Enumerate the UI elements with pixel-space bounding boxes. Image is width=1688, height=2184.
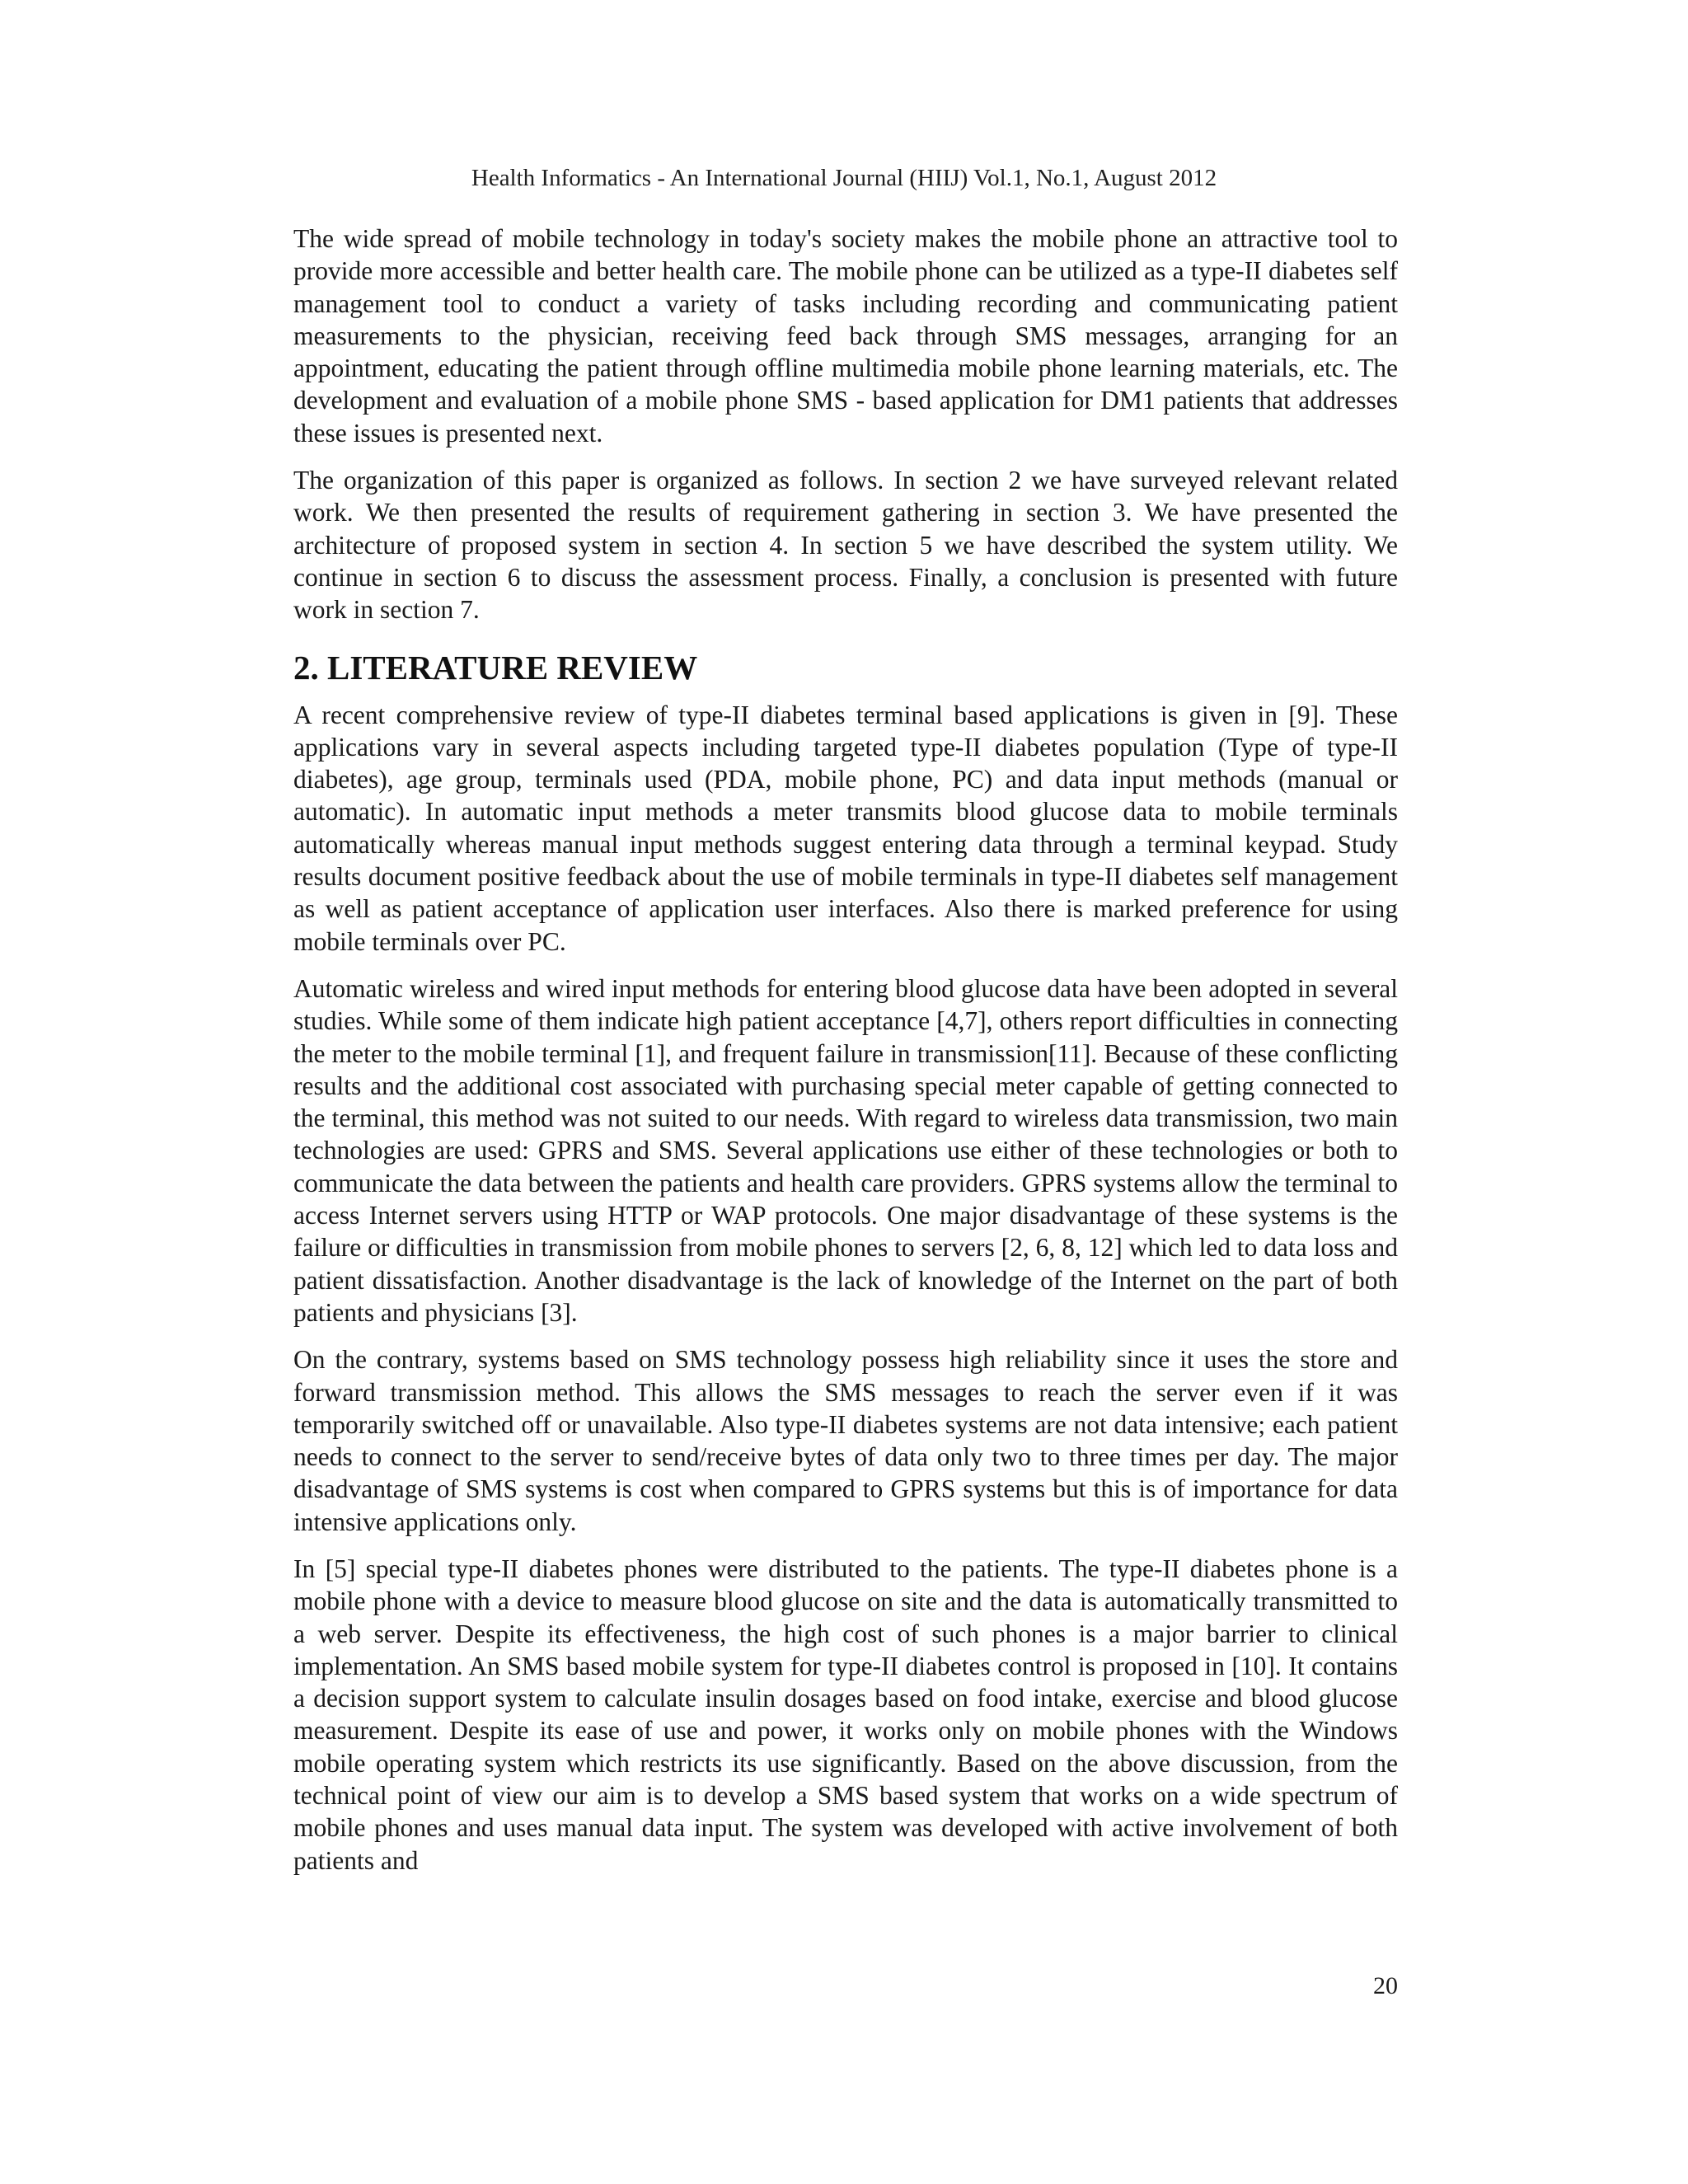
body-paragraph: Automatic wireless and wired input methods for entering blood glucose data have been adopted in several studies. While some of them indicate high patient acceptance [4,7], others report difficulties in connecting the meter to the mobile terminal [1], and frequent failure in transmission[11]. Because of these conflicting results and the additional cost associated with purchasing special meter capable of getting connected to the terminal, this method was not suited to our needs. With regard to wireless data transmission, two main technologies are used: GPRS and SMS. Several applications use either of these technologies or both to communicate the data between the patients and health care providers. GPRS systems allow the terminal to access Internet servers using HTTP or WAP protocols. One major disadvantage of these systems is the failure or difficulties in transmission from mobile phones to servers [2, 6, 8, 12] which led to data loss and patient dissatisfaction. Another disadvantage is the lack of knowledge of the Internet on the part of both patients and physicians [3].: [293, 973, 1398, 1327]
body-paragraph: The organization of this paper is organized as follows. In section 2 we have surveyed relevant related work. We then presented the results of requirement gathering in section 3. We have presented the architecture of proposed system in section 4. In section 5 we have described the system utility. We continue in section 6 to discuss the assessment process. Finally, a conclusion is presented with future work in section 7.: [293, 466, 1398, 625]
body-paragraph: A recent comprehensive review of type-II diabetes terminal based applications is given in [9]. These applications vary in several aspects including targeted type-II diabetes population (Type of type-II diabetes), age group, terminals used (PDA, mobile phone, PC) and data input methods (manual or automatic). In automatic input methods a meter transmits blood glucose data to mobile terminals automatically whereas manual input methods suggest entering data through a terminal keypad. Study results document positive feedback about the use of mobile terminals in type-II diabetes self management as well as patient acceptance of application user interfaces. Also there is marked preference for using mobile terminals over PC.: [293, 700, 1398, 956]
page-content: [293, 223, 1398, 1891]
body-paragraph: The wide spread of mobile technology in today's society makes the mobile phone an attractive tool to provide more accessible and better health care. The mobile phone can be utilized as a type-II diabetes self management tool to conduct a variety of tasks including recording and communicating patient measurements to the physician, receiving feed back through SMS messages, arranging for an appointment, educating the patient through offline multimedia mobile phone learning materials, etc. The development and evaluation of a mobile phone SMS - based application for DM1 patients that addresses these issues is presented next.: [293, 224, 1398, 448]
section-heading: 2. LITERATURE REVIEW: [293, 648, 698, 687]
page-number: 20: [1373, 1972, 1398, 1999]
body-paragraph: In [5] special type-II diabetes phones were distributed to the patients. The type-II diabetes phone is a mobile phone with a device to measure blood glucose on site and the data is automatically transmitted to a web server. Despite its effectiveness, the high cost of such phones is a major barrier to clinical implementation. An SMS based mobile system for type-II diabetes control is proposed in [10]. It contains a decision support system to calculate insulin dosages based on food intake, exercise and blood glucose measurement. Despite its ease of use and power, it works only on mobile phones with the Windows mobile operating system which restricts its use significantly. Based on the above discussion, from the technical point of view our aim is to develop a SMS based system that works on a wide spectrum of mobile phones and uses manual data input. The system was developed with active involvement of both patients and: [293, 1554, 1398, 1875]
body-paragraph: On the contrary, systems based on SMS technology possess high reliability since it uses the store and forward transmission method. This allows the SMS messages to reach the server even if it was temporarily switched off or unavailable. Also type-II diabetes systems are not data intensive; each patient needs to connect to the server to send/receive bytes of data only two to three times per day. The major disadvantage of SMS systems is cost when compared to GPRS systems but this is of importance for data intensive applications only.: [293, 1345, 1398, 1536]
running-header: Health Informatics - An International Journal (HIIJ) Vol.1, No.1, August 2012: [471, 165, 1217, 191]
